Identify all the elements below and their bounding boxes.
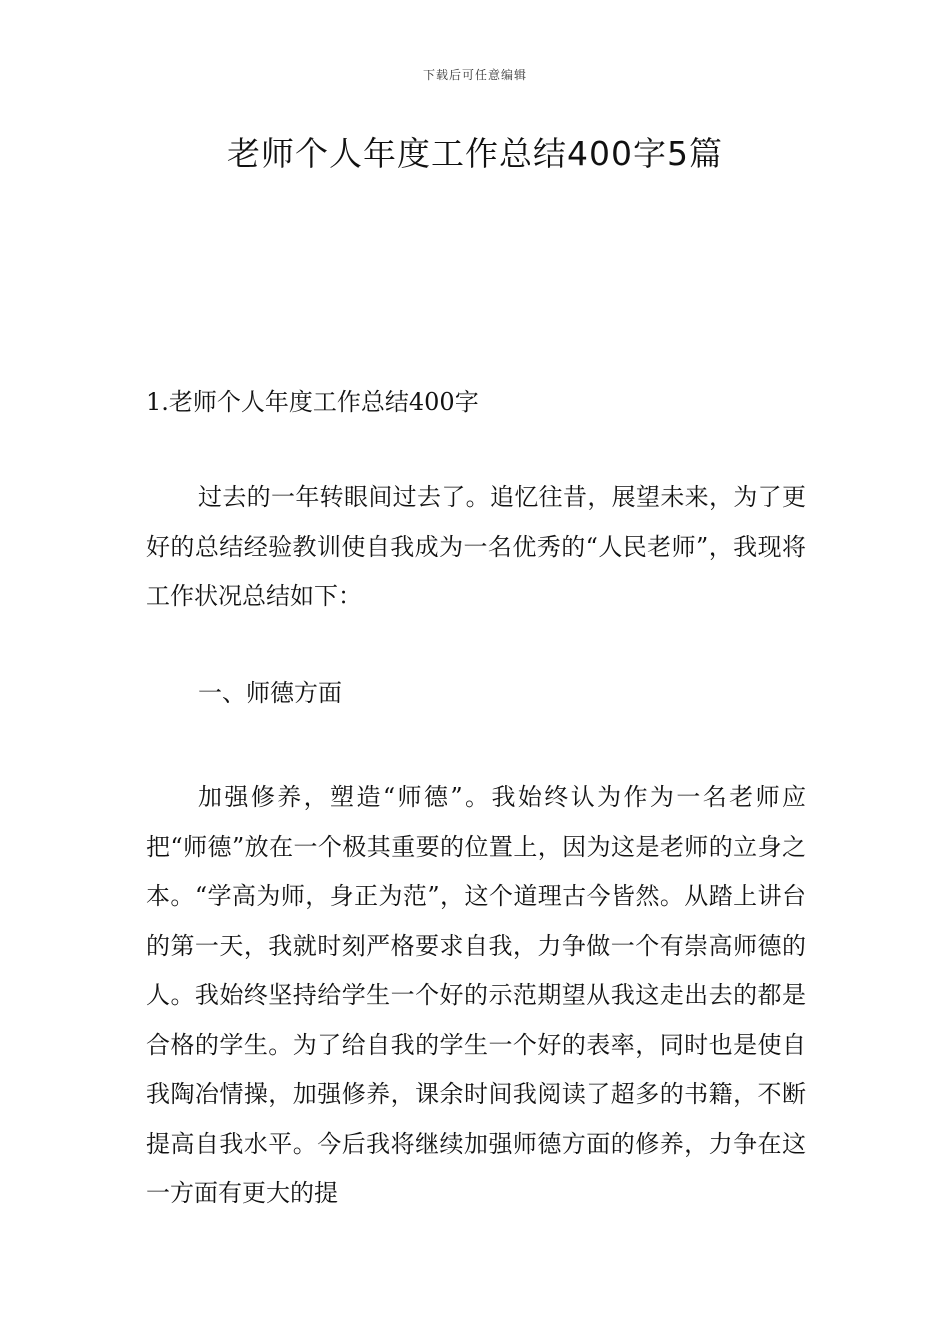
intro-paragraph: 过去的一年转眼间过去了。追忆往昔，展望未来，为了更好的总结经验教训使自我成为一名优秀的“人民老师”，我现将工作状况总结如下： <box>146 483 806 610</box>
document-title: 老师个人年度工作总结400字5篇 <box>227 134 723 173</box>
body-paragraph: 加强修养，塑造“师德”。我始终认为作为一名老师应把“师德”放在一个极其重要的位置上，因为这是老师的立身之本。“学高为师，身正为范”，这个道理古今皆然。从踏上讲台的第一天，我就时刻严格要求自我，力争做一个有崇高师德的人。我始终坚持给学生一个好的示范期望从我这走出去的都是合格的学生。为了给自我的学生一个好的表率，同时也是使自我陶冶情操，加强修养，课余时间我阅读了超多的书籍，不断提高自我水平。今后我将继续加强师德方面的修养，力争在这一方面有更大的提 <box>146 783 806 1207</box>
section-heading: 1.老师个人年度工作总结400字 <box>146 388 479 416</box>
header-note: 下载后可任意编辑 <box>422 68 527 82</box>
sub-heading: 一、师德方面 <box>198 679 342 707</box>
